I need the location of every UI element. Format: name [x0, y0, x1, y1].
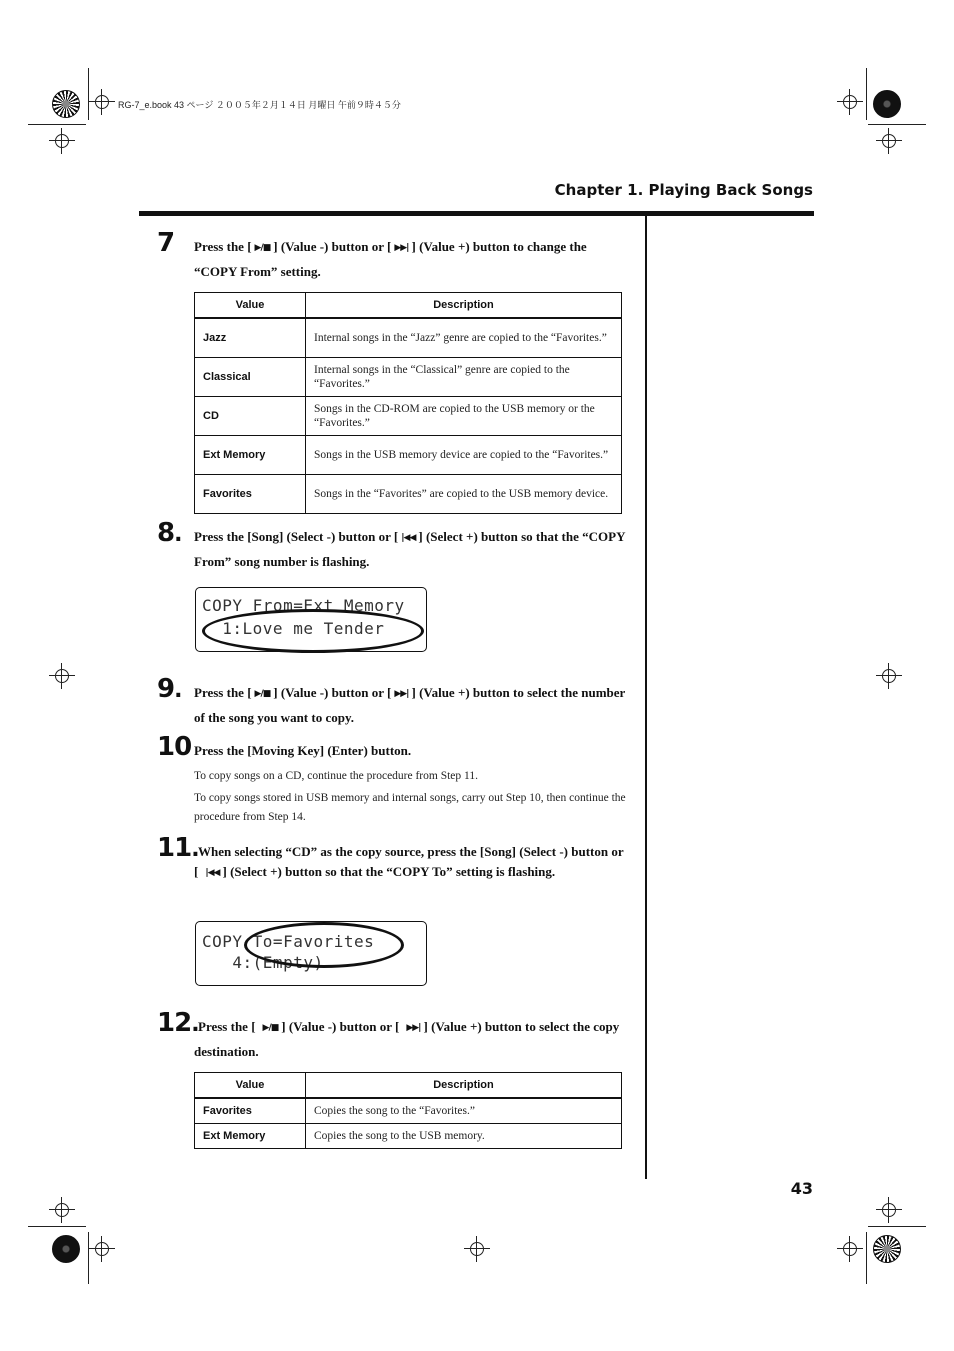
lcd-line-2: 1:Love me Tender	[202, 619, 385, 638]
step-8-instruction: Press the [Song] (Select -) button or [ |◀◀ ] (Select +) button so that the “COPY From” song number is flashing.	[194, 525, 630, 574]
value-cell: Favorites	[195, 1098, 306, 1124]
value-cell: CD	[195, 397, 306, 436]
table-header-value: Value	[195, 293, 306, 319]
registration-target-icon	[873, 1235, 901, 1263]
step-11-number: 11.	[157, 833, 199, 863]
crop-mark	[88, 68, 89, 120]
crosshair-icon	[95, 1242, 109, 1256]
fast-forward-icon: ▶▶|	[394, 689, 409, 700]
crosshair-icon	[843, 1242, 857, 1256]
description-cell: Songs in the “Favorites” are copied to the USB memory device.	[306, 475, 622, 514]
rewind-icon: |◀◀	[205, 868, 220, 879]
crop-mark	[868, 124, 926, 125]
description-cell: Internal songs in the “Jazz” genre are copied to the “Favorites.”	[306, 318, 622, 358]
crosshair-icon	[882, 669, 896, 683]
crosshair-icon	[470, 1242, 484, 1256]
step-9-instruction: Press the [ ▶/■ ] (Value -) button or [ ▶▶| ] (Value +) button to select the number of the song you want to copy.	[194, 681, 630, 730]
table-header-description: Description	[306, 1073, 622, 1099]
table-row	[195, 1098, 622, 1124]
chapter-title: Chapter 1. Playing Back Songs	[554, 181, 813, 199]
print-header: RG-7_e.book 43 ページ ２００５年２月１４日 月曜日 午前９時４５分	[118, 100, 401, 110]
crosshair-icon	[95, 95, 109, 109]
table-row	[195, 358, 622, 397]
value-cell: Classical	[195, 358, 306, 397]
crosshair-icon	[882, 1203, 896, 1217]
value-cell: Ext Memory	[195, 436, 306, 475]
play-stop-icon: ▶/■	[262, 1023, 279, 1034]
description-cell: Songs in the CD-ROM are copied to the USB memory or the “Favorites.”	[306, 397, 622, 436]
step-9-number: 9.	[157, 674, 182, 704]
fast-forward-icon: ▶▶|	[406, 1023, 421, 1034]
highlight-oval	[244, 922, 404, 968]
crop-mark	[28, 124, 86, 125]
step-10-note-1: To copy songs on a CD, continue the procedure from Step 11.	[194, 770, 478, 782]
value-cell: Jazz	[195, 318, 306, 358]
crop-mark	[866, 68, 867, 120]
crosshair-icon	[55, 1203, 69, 1217]
table-header-value: Value	[195, 1073, 306, 1099]
step-10-instruction: Press the [Moving Key] (Enter) button.	[194, 743, 412, 758]
description-cell: Copies the song to the USB memory.	[306, 1124, 622, 1149]
lcd-line-2: 4:(Empty)	[202, 953, 324, 972]
lcd-display-copy-to	[195, 921, 427, 986]
crosshair-icon	[55, 134, 69, 148]
step-12-instruction: Press the [ ▶/■ ] (Value -) button or [ ▶▶| ] (Value +) button to select the copy destination.	[194, 1015, 630, 1064]
table-header-description: Description	[306, 293, 622, 319]
step-10-note-2: To copy songs stored in USB memory and internal songs, carry out Step 10, then continue the procedure from Step 14.	[194, 792, 626, 823]
table-row	[195, 397, 622, 436]
lcd-display-copy-from	[195, 587, 427, 652]
page-number: 43	[790, 1179, 813, 1198]
description-cell: Internal songs in the “Classical” genre are copied to the “Favorites.”	[306, 358, 622, 397]
play-stop-icon: ▶/■	[254, 689, 271, 700]
header-rule	[139, 211, 814, 216]
fast-forward-icon: ▶▶|	[394, 243, 409, 254]
registration-target-icon	[52, 1235, 80, 1263]
crosshair-icon	[55, 669, 69, 683]
step-12-number: 12.	[157, 1008, 199, 1038]
crop-mark	[88, 1232, 89, 1284]
step-8-number: 8.	[157, 518, 182, 548]
step-11-instruction: When selecting “CD” as the copy source, press the [Song] (Select -) button or [ |◀◀ ] (Select +) button so that the “COPY To” setting is flashing.	[194, 842, 630, 883]
play-stop-icon: ▶/■	[254, 243, 271, 254]
description-cell: Copies the song to the “Favorites.”	[306, 1098, 622, 1124]
table-row	[195, 436, 622, 475]
crop-mark	[868, 1226, 926, 1227]
crop-mark	[866, 1232, 867, 1284]
highlight-oval	[202, 609, 424, 653]
value-cell: Ext Memory	[195, 1124, 306, 1149]
value-cell: Favorites	[195, 475, 306, 514]
table-row	[195, 318, 622, 358]
crosshair-icon	[843, 95, 857, 109]
step-10-number: 10	[157, 732, 192, 762]
crosshair-icon	[882, 134, 896, 148]
description-cell: Songs in the USB memory device are copied to the “Favorites.”	[306, 436, 622, 475]
lcd-line-1: COPY To=Favorites	[202, 932, 375, 951]
table-row	[195, 475, 622, 514]
lcd-line-1: COPY From=Ext Memory	[202, 596, 405, 615]
step-7-instruction: Press the [ ▶/■ ] (Value -) button or [ ▶▶| ] (Value +) button to change the “COPY From” setting.	[194, 235, 630, 284]
column-divider	[645, 216, 647, 1179]
copy-to-table	[194, 1072, 622, 1149]
registration-target-icon	[52, 90, 80, 118]
copy-from-table	[194, 292, 622, 514]
table-row	[195, 1124, 622, 1149]
registration-target-icon	[873, 90, 901, 118]
step-7-number: 7	[157, 228, 175, 258]
rewind-icon: |◀◀	[401, 533, 416, 544]
crop-mark	[28, 1226, 86, 1227]
